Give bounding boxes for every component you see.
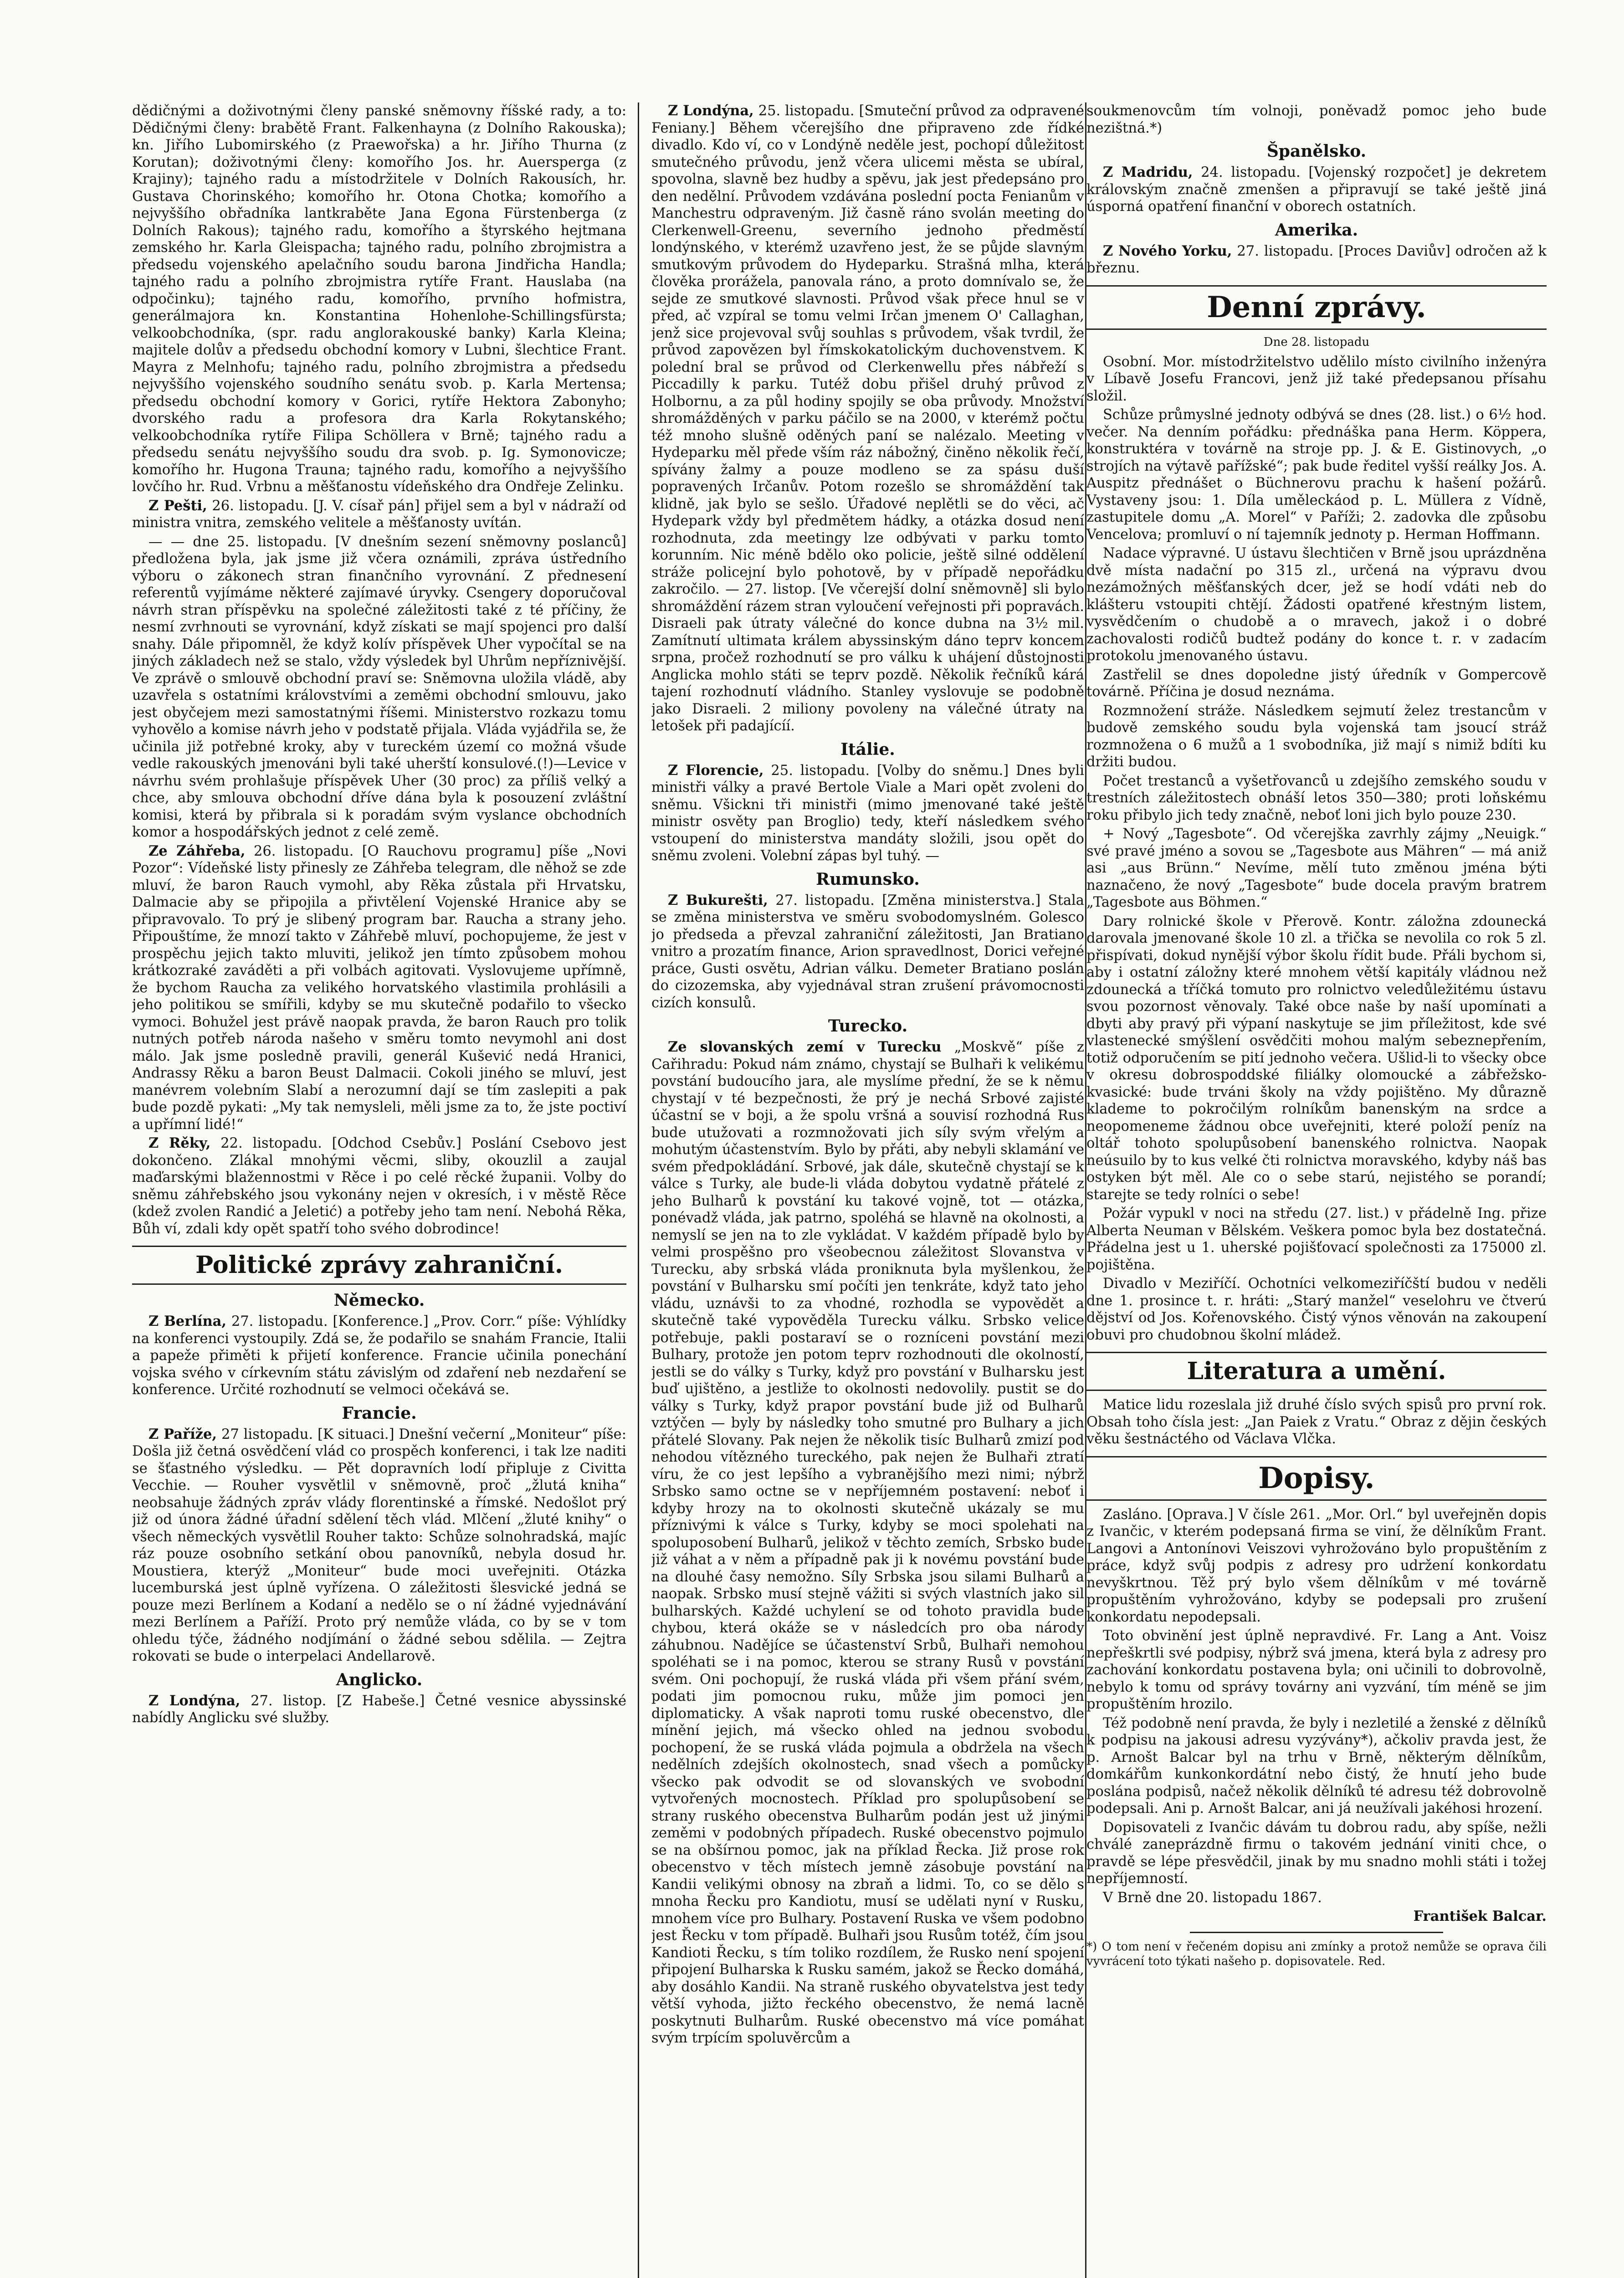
news-prisoners: Počet trestanců a vyšetřovanců u zdejšího zemského soudu v trestních záležitostech obnáší letos 350—380; proti loňskému roku přibylo jich tedy značně, neboť loni jich bylo pouze 230. bbox=[1086, 773, 1547, 823]
heading-turkey: Turecko. bbox=[828, 1016, 908, 1036]
article-bucharest-text: 27. listopadu. [Změna ministerstva.] Stala se změna ministerstva ve směru svobodomyslném. Golesco jo předseda a převzal zahraniční záležitosti, Jan Bratiano vnitro a prozatím finance, Arion spravedlnost, Dorici veřejné práce, Gusti osvětu, Adrian válku. Demeter Bratiano poslán do cizozemska, aby vyjednával stran zrušení právomocnosti cizích konsulů. bbox=[651, 892, 1084, 1011]
article-new-york bbox=[1086, 243, 1547, 277]
article-london-1 bbox=[132, 1693, 626, 1727]
article-london-1-text: 27. listop. [Z Habeše.] Četné vesnice abyssinské nabídly Anglicku své služby. bbox=[132, 1693, 626, 1726]
article-turkey bbox=[651, 1039, 1084, 2047]
dateline-bucharest: Z Bukurešti, bbox=[668, 892, 768, 908]
heading-spain: Španělsko. bbox=[1266, 142, 1367, 161]
article-paris-text: 27 listopadu. [K situaci.] Dnešní večerní „Moniteur“ píše: Došla již četná osvědčení vlád co prospěch konferenci, i tak lze naditi se šťastného výsledku. — Pět dopravních lodí připluje z Civitta Vecchie. — Rouher vysvětlil v sněmovně, proč „žlutá kniha“ neobsahuje žádných zpráv vlády florentinské a římské. Nedošlot prý již od února žádné úřadní sdělení těch vlád. Mlčení „žluté knihy“ o všech německých vysvětlil Rouher takto: Schůze solnohradská, majíc ráz pouze osobního setkání obou panovníků, nebyla dosud hr. Moustiera, kterýž „Moniteur“ bude moci uveřejniti. Otázka lucemburská jest úplně vyřízena. O záležitosti šlesvické jedná se pouze mezi Berlínem a Kodaní a nedělo se o ní žádné vyjednávání mezi Berlínem a Paříží. Proto prý nemůže vláda, co by se v tom ohledu týče, žádného nodjímání o žádné sebou sdělila. — Zejtra rokovati se bude o interpelaci Andellarově. bbox=[132, 1426, 626, 1664]
column-rule-1 bbox=[638, 103, 639, 2278]
news-foundation: Nadace výpravné. U ústavu šlechtičen v Brně jsou uprázdněna dvě místa nadační po 315 zl., určená na výpravu dvou nezámožných měšťanských dcer, jež se hodí vdáti neb do klášteru vstoupiti chtějí. Žádosti opatřené křestným listem, vysvědčením o chudobě a o mravech, jakož i o dobré zachovalosti rodičů budtež podány do konce t. r. v zadacím protokolu jmenovaného ústavu. bbox=[1086, 545, 1547, 664]
article-rijeka-text: 22. listopadu. [Odchod Csebův.] Poslání Csebovo jest dokončeno. Zlákal mnohými věcmi, sliby, okouzlil a zaujal maďarskými blažennostmi v Rěce i po celé rěcké županii. Volby do sněmu záhřebského jsou vykonány nejen v okresích, i v městě Rěce (kdež zvolen Randić a Jeletić) a potřeby jeho tam není. Nebohá Rěka, Bůh ví, zdali kdy opět spatří toho svého dobrodince! bbox=[132, 1135, 626, 1237]
article-london-2 bbox=[651, 103, 1084, 735]
article-turkey-continued: soukmenovcům tím volnoji, poněvadž pomoc jeho bude nezištná.*) bbox=[1086, 103, 1547, 136]
article-london-2-text: 25. listopadu. [Smuteční průvod za odpravené Feniany.] Během včerejšího dne připraveno zde řídké divadlo. Kdo ví, co v Londýně neděle jest, pochopí důležitost smutečného průvodu, jenž včera ulicemi města se ubíral, spovolna, slavně bez hudby a spěvu, jak jest předepsáno pro den nedělní. Průvodem vzdávána poslední pocta Fenianům v Manchestru odpraveným. Již časně ráno svolán meeting do Clerkenwell-Greenu, severního jednoho předměstí londýnského, v kterémž uzavřeno jest, že se půjde slavným smutkovým průvodem do Hydeparku. Strašná mlha, která člověka prorážela, panovala ráno, a proto domnívalo se, že sejde ze smutkové slavnosti. Průvod však přece hnul se v před, ač vzpíral se tomu velmi Irčan jmenem O' Callaghan, jenž sice projevoval svůj souhlas s průvodem, však tvrdil, že průvod zapovězen byl římskokatolickým duchovenstvem. K polední bral se průvod od Clerkenwellu přes nábřeží s Piccadilly k parku. Tutéž dobu přišel druhý průvod z Holbornu, a za půl hodiny spojily se oba průvody. Množství shromážděných v parku páčilo se na 2000, v kterémž počtu též mnoho slušně oděných paní se nalézalo. Meeting v Hydeparku měl přede vším ráz nábožný, činěno několik řečí, spívány žalmy a pouze modleno se za spásu duší popravených Irčanův. Potom rozešlo se shromáždění tak klidně, jak bylo se sešlo. Úřadové neplětli se do věci, ač Hydepark vždy byl předmětem hádky, a otázka dosud není rozhodnuta, zda meetingy lze odbývati v parku tomto korunním. Nic méně bdělo oko policie, ještě silné oddělení stráže policejní bylo pohotově, by v případě nepořádku zakročilo. — 27. listop. [Ve včerejší dolní sněmovně] sli bylo shromáždění rázem stran vyloučení veřejnosti při popravách. Disraeli pak útraty válečné do konce dubna na 3½ mil. Zamítnutí ultimata králem abyssinským dáno teprv koncem srpna, pročež rozhodnutí se pro válku k uhájení důstojnosti Anglicka mohlo státi se teprv pozdě. Několik řečníků kárá tajení rozhodnutí vládního. Stanley vyslovuje se podobně jako Disraeli. 2 miliony povoleny na válečné útraty na letošek při padajícíí. bbox=[651, 103, 1084, 734]
article-florence bbox=[651, 762, 1084, 865]
footnote: *) O tom není v řečeném dopisu ani zmínky a protož nemůže se oprava čili vyvrácení toto týkati našeho p. dopisovatele. Red. bbox=[1086, 1939, 1547, 1968]
dateline-london-2: Z Londýna, bbox=[668, 103, 754, 119]
dateline-zagreb: Ze Záhřeba, bbox=[149, 842, 246, 859]
article-paris bbox=[132, 1426, 626, 1665]
news-suicide: Zastřelil se dnes dopoledne jistý úředník v Gompercově továrně. Příčina je dosud neznáma. bbox=[1086, 667, 1547, 700]
news-fire: Požár vypukl v noci na středu (27. list.) v přádelně Ing. přize Alberta Neuman v Bělském. Veškera pomoc byla bez dostatečná. Přádelna jest u 1. uherské pojišťovací společnosti za 175000 zl. pojištěna. bbox=[1086, 1206, 1547, 1273]
section-daily-news: Denní zprávy. bbox=[1086, 285, 1547, 330]
article-berlin-text: 27. listopadu. [Konference.] „Prov. Corr.“ píše: Výhlídky na konferenci vystoupily. Zdá se, že podařilo se snahám Francie, Italii a papeže přiměti k přijetí konference. Francie učinila ponechání vojska svého v církevním státu závislým od zdaření neb nezdaření se konference. Určité rozhodnutí se velmoci očekává se. bbox=[132, 1313, 626, 1398]
dateline-turkey: Ze slovanských zemí v Turecku bbox=[668, 1039, 942, 1055]
section-foreign-politics: Politické zprávy zahraniční. bbox=[132, 1246, 626, 1285]
dateline-new-york: Z Nového Yorku, bbox=[1103, 242, 1232, 259]
footnote-rule bbox=[1190, 1932, 1443, 1933]
column-right bbox=[1086, 103, 1547, 2278]
section-literature: Literatura a umění. bbox=[1086, 1352, 1547, 1391]
letter-correction: Zasláno. [Oprava.] V čísle 261. „Mor. Orl.“ byl uveřejněn dopis z Ivančic, v kterém podepsaná firma se viní, že dělníkům Frant. Langovi a Antonínovi Veiszovi vyhrožováno bylo propuštěním z práce, když svůj podpis z adresy pro udržení konkordatu nevyškrtnou. Těž prý bylo všem dělníkům v mé továrně propuštěním vyhrožováno, kdyby se podepsali pro zrušení konkordatu nepodepsali. bbox=[1086, 1506, 1547, 1625]
heading-england: Anglicko. bbox=[336, 1670, 423, 1689]
news-guard: Rozmnožení stráže. Následkem sejmutí želez trestancům v budově zemského soudu byla vojenská tam jsoucí stráž rozmnožena o 6 mužů a 1 svobodníka, již mají s nimiž bdíti ku držiti budou. bbox=[1086, 703, 1547, 770]
article-berlin bbox=[132, 1313, 626, 1399]
article-senate-appointments: dědičnými a doživotnými členy panské sněmovny říšské rady, a to: Dědičnými členy: brabětě Frant. Falkenhayna (z Dolního Rakouska); kn. Jiřího Lubomirského (z Praewořska) a hr. Jiřího Thurna (z Korutan); doživotnými členy: komořího Jos. hr. Auersperga (z Krajiny); tajného radu a místodržitele v Dolních Rakousích, hr. Gustava Chorinského; komořího hr. Otona Chotka; komořího a nejvyššího obřadníka lantkraběte Jana Egona Fürstenberga (z Dolních Rakous); tajného radu, komořího a štyrského hejtmana zemského hr. Karla Gleispacha; tajného radu, polního zbrojmistra a předsedu vojenského apelačního soudu barona Jindřicha Handla; tajného radu a polního zbrojmistra rytíře Frant. Hauslaba (na odpočinku); tajného radu, komořího, prvního hofmistra, generálmajora kn. Konstantina Hohenlohe-Schillingsfürsta; velkoobchodníka, (spr. radu anglorakouské banky) Karla Kleina; majitele dolův a předsedu obchodní komory v Lubni, šlechtice Frant. Mayra z Melnhofu; tajného radu, polního zbrojmistra a předsedu nejvyššího vojenského soudního senátu svob. p. Karla Mertensa; předsedu obchodní komory v Gorici, rytíře Hektora Zabonyho; dvorského radu a profesora dra Karla Rokytanského; velkoobchodníka rytíře Filipa Schöllera v Brně; tajného radu a předsedu senátu nejvyššího soudu dra svob. p. Ig. Symonovicze; komořího hr. Hugona Trauna; tajného radu, komořího a nejvyššího lovčího hr. Rud. Vrbnu a měšťanostu vídeňského dra Ondřeje Zelinku. bbox=[132, 103, 626, 495]
daily-news-date: Dne 28. listopadu bbox=[1263, 335, 1370, 349]
article-zagreb-text: 26. listopadu. [O Rauchovu programu] píše „Novi Pozor“: Vídeňské listy přinesly ze Záhřeba telegram, dle něhož se zde mluví, že baron Rauch vymohl, aby Rěka zůstala při Hrvatsku, Dalmacie aby se připojila a přivtělení Vojenské Hranice aby se připravovalo. To prý je slibený program bar. Raucha a strany jeho. Připouštíme, že mnozí takto v Záhřebě mluví, pochopujeme, že jest v prospěchu jejich takto mluviti, jelikož jen tímto způsobem mohou krátkozraké zaváděti a při volbách agitovati. Vyslovujeme upřímně, že bychom Raucha za velikého horvatského vlastimila prohlásili a jeho politikou se smířili, kdyby se mu skutečně podařilo to všecko vymoci. Bohužel jest právě naopak pravda, že baron Rauch pro tolik nutných potřeb národa našeho v směru tomto nevymohl ani dost málo. Jak jsme posledně pravili, generál Kušević nedá Hranici, Andrassy Rěku a baron Beust Dalmacii. Cokoli jiného se mluví, jest manévrem volebním Slabí a nerozumní dají se tím zaslepiti a pak bude pozdě pykati: „My tak nemysleli, měli jsme za to, že jste poctiví a upřímní lidé!“ bbox=[132, 843, 626, 1133]
article-madrid bbox=[1086, 164, 1547, 215]
heading-france: Francie. bbox=[342, 1403, 417, 1423]
dateline-paris: Z Paříže, bbox=[149, 1426, 217, 1442]
article-madrid-text: 24. listopadu. [Vojenský rozpočet] je dekretem královským značně zmenšen a připravují se také ještě jiná úsporná opatření finanční v oborech ostatních. bbox=[1086, 164, 1547, 215]
news-theatre: Divadlo v Meziříčí. Ochotníci velkomeziříčští budou v neděli dne 1. prosince t. r. hráti: „Starý manžel“ veselohru ve čtverú dějství od Jos. Kořenovského. Čistý výnos věnován na zakoupení obuvi pro chudobnou školní mládež. bbox=[1086, 1276, 1547, 1343]
article-pest-diet-text: předložena byla, jak jsme již včera oznámili, zpráva ústředního výboru o zákonech stran finančního vyrovnání. Z přednesení referentů vyjímáme některé zajímavé úryvky. Csengery doporučoval návrh stran příspěvku na společné záležitosti také z té příčiny, že nesmí zvrhnouti se vyrovnání, když získati se mají spojenci pro další snahy. Dále připomněl, že když kolív příspěvek Uher vypočítal se na jiných základech než se stalo, vždy výsledek byl Uhrům nepříznivější. Ve zprávě o smlouvě obchodní praví se: Sněmovna uložila vládě, aby uzavřela s ostatními královstvími a zeměmi obchodní smlouvu, jako jest obyčejem mezi samostatnými říšemi. Ministerstvo rozkazu tomu vyhovělo a komise návrh jeho v podstatě přijala. Vláda vyjádřila se, že učinila již potřebné kroky, aby v tureckém území co možná všude vedle rakouských jmenováni byli také uherští konsulové.(!)—Levice v návrhu svém prohlašuje příspěvek Uher (30 proc) za příliš velký a chce, aby smlouva obchodní dříve dána byla k posouzení zvláštní komisi, která by přibrala si k poradám svým vyslance obchodních komor a hospodářských jednot z celé země. bbox=[132, 551, 626, 840]
letter-date: V Brně dne 20. listopadu 1867. bbox=[1103, 1889, 1322, 1906]
news-personal: Osobní. Mor. místodržitelstvo udělilo místo civilního inženýra v Líbavě Josefu Francovi, jenž již také předepsanou přísahu složil. bbox=[1086, 354, 1547, 404]
section-letters: Dopisy. bbox=[1086, 1456, 1547, 1501]
letter-p3: Též podobně není pravda, že byly i nezletilé a ženské z dělníků k podpisu na jakousi adresu vyzývány*), ačkoliv pravda jest, že p. Arnošt Balcar byl na trhu v Brně, některým dělníkům, domkářům kunkonkordátní nebo čistý, že hnutí jeho bude poslána podpisů, načež několik dělníků té adresu též dobrovolně podepsali. Ani p. Arnošt Balcar, ani já neužívali jakéhosi hrození. bbox=[1086, 1715, 1547, 1816]
dateline-pest-diet: — — dne 25. listopadu. [V dnešním sezení sněmovny poslanců] bbox=[149, 534, 626, 550]
article-pest-diet bbox=[132, 534, 626, 841]
article-pest-text: 26. listopadu. [J. V. císař pán] přijel sem a byl v nádraží od ministra vnitra, zemského velitele a měšťanosty uvítán. bbox=[132, 498, 626, 531]
column-left bbox=[132, 103, 626, 2278]
heading-germany: Německo. bbox=[333, 1291, 425, 1310]
news-matice: Matice lidu rozeslala již druhé číslo svých spisů pro první rok. Obsah toho čísla jest: „Jan Paiek z Vratu.“ Obraz z dějin českých věku šestnáctého od Václava Vlčka. bbox=[1086, 1397, 1547, 1447]
article-florence-text: 25. listopadu. [Volby do sněmu.] Dnes byli ministři války a pravé Bertole Viale a Mari opět zvoleni do sněmu. Všickni tři ministři (mimo jmenované také ještě ministr osvěty pan Broglio) tedy, kteří následkem svého vstoupení do ministerstva mandáty složili, jsou opět do sněmu zvoleni. Volební zápas byl tuhý. — bbox=[651, 762, 1084, 864]
news-industrial-union: Schůze průmyslné jednoty odbývá se dnes (28. list.) o 6½ hod. večer. Na denním pořádku: přednáška pana Herm. Köppera, konstruktéra v továrně na stroje pp. J. & E. Gistinovych, „o strojích na výtavě pařížské“; pak bude ředitel vyšší reálky Jos. A. Auspitz přednášet o Büchnerovu prachu k hašení požárů. Vystaveny jsou: 1. Díla uměleckáod p. L. Müllera z Vídně, zastupitele domu „A. Morel“ v Paříži; 2. zadovka dle způsobu Vencelova; promluví o ní tajemník jednoty p. Herman Hoffmann. bbox=[1086, 407, 1547, 543]
dateline-florence: Z Florencie, bbox=[668, 762, 764, 779]
article-zagreb bbox=[132, 843, 626, 1134]
dateline-pest: Z Pešti, bbox=[149, 497, 207, 514]
heading-italy: Itálie. bbox=[840, 739, 895, 759]
news-agri-school: Dary rolnické škole v Přerově. Kontr. záložna zdounecká darovala jmenované škole 10 zl. a třička se nevolila co rok 5 zl. přispívati, dokud nynější výbor školu řídit bude. Přáli bychom si, aby i ostatní záložny které mnohem větší kapitály vládnou než zdounecká a tříčká tomuto pro rolnictvo veledůležitému ústavu svou pozornost věnovaly. Také obce naše by naší upomínati a dbyti aby pravý při výpaní naskytuje se jim příležitost, kde své vlastenecké smýšlení osvědčiti mohou malým sebeznepřením, totiž odporučením se pití jednoho večera. Ušlid-li to všecky obce v okresu dobrospoddské filiálky olomoucké a zábřežsko-kvasické: bude trváni školy na vždy pojištěno. My důrazně klademe to pokročilým rolníkům banenským na srdce a neopomeneme žádnou obce uveřejniti, které položí peníz na oltář tohoto spolupůsobení banenského rolnictva. Naopak neúsuilo by to kus velké čti rolnictva moravského, kdyby náš bas ostyken být měl. Ale co o sebe starú, nejistého se porandí; starejte se tedy rolníci o sebe! bbox=[1086, 913, 1547, 1203]
letter-p2: Toto obvinění jest úplně nepravdivé. Fr. Lang a Ant. Voisz nepřeškrtli své podpisy, nýbrž svá jmena, která byla z adresy pro zachování konkordatu postavena byla; oni učinili to dobrovolně, nebylo k tomu od správy továrny ani vyzvání, tím méně se jim propuštěním hrozilo. bbox=[1086, 1628, 1547, 1712]
dateline-rijeka: Z Rěky, bbox=[149, 1135, 211, 1151]
dateline-london-1: Z Londýna, bbox=[149, 1692, 241, 1709]
article-turkey-text: „Moskvě“ píše z Cařihradu: Pokud nám známo, chystají se Bulhaři k velikému povstání budoucího jara, ale myslíme přední, že se k němu chystají v té bezpečnosti, že prý je nechá Srbové zajisté účastní se v boji, a že spolu vršná a souvisí rozhodná Rus bude utužovati a rozmnožovati jich síly svým vřelým a mohutým účastenstvím. Bylo by přáti, aby nebyli sklamání ve svém předpokládání. Srbové, jak dále, skutečně chystají se k válce s Turky, ale bude-li vláda dobytou vydatně přátelé z jeho Bulharů k povstání ku takové vojně, tot — otázka, ponévadž vláda, jak patrno, spoléhá se hlavně na okolnosti, a nemyslí se jen na to zle vykládat. V každém případě bylo by velmi prospěšno pro všeobecnou záležitost Slovanstva v Turecku, aby srbská vláda proniknuta byla myšlenkou, že povstání v Bulharsku smí počíti jen tenkráte, když tato jeho vládu, uznávši to za vhodné, rozhodla se vypovědět a skutečně také vypověděla Turecku válku. Srbsko velice potřebuje, pakli postaraví se o rozníceni povstání mezi Bulhary, protože jen potom teprv rozhodnouti dle okolností, jestli se do války s Turky, když pro povstání v Bulharsku jest buď ujištěno, a jestliže to okolnosti nedovolily. pustit se do války s Turky, když prapor povstání bude již od Bulharů vztýčen — byly by následky toho smutné pro Bulhary a jich přátelé Slovany. Pak nejen že několik tisíc Bulharů zmizí pod nehodou vítězného tureckého, pak nejen že Bulhaři ztratí víru, že co jest lepšího a vybranějšího mezi nimi; nýbrž Srbsko samo octne se v nepříjemném postavení: neboť i kdyby hrozy na to okolnosti skutečně ukázaly se mu příznivými k válce s Turky, kdyby se moci spolehati na spoluposobení Bulharů, jelikož v těchto zemích, Srbsko bude již váhat a v něm a případně pak ji k novému povstání bude na dlouhé časy nemožno. Síly Srbska jsou silami Bulharů a naopak. Srbsko musí stejně vážiti si svých vlastních jako sil bulharských. Každé uchylení se od tohoto pravidla bude chybou, která okáže se v následcích pro oba národy záhubnou. Nadějíce se účastenství Srbů, Bulhaři nemohou spoléhati se i na pomoc, kterou se strany Rusů v povstání svém. Oni pochopují, že ruská vláda při všem přání svém, podati jim pomocnou ruku, může jim pomoci jen diplomaticky. A však naproti tomu ruské obecenstvo, dle mínění jejich, má všecko ohled na jednou svobodu pochopení, že se ruská vláda pojmula a obdržela na všech nedělních zdejších okolnostech, snad všech a pomůcky všecko pak odvodit se od slovanských ve svobodní vytvořených mocnostech. Příklad pro spolupůsobení se strany ruského obecenstva Bulharům podán jest už jinými zeměmi v podobných případech. Ruské obecenstvo pojmulo se na obšírnou pomoc, jak na příklad Řecka. Již prose rok obecenstvo v těch místech jemně zásobuje povstání na Kandii velikými obnosy na zbraň a lidmi. To, co se dělo s mnoha Řecku pro Kandiotu, musí se udělati nyní v Rusku, mnohem více pro Bulhary. Postavení Ruska ve všem podobno jest Řecku v tom případě. Bulhaři jsou Rusům totéž, čím jsou Kandioti Řecku, s tím toliko rozdílem, že Rusko není spojení připojení Bulharska k Rusku samém, jakož se Řecko domáhá, aby dosáhlo Kandii. Na straně ruského obyvatelstva jest tedy větší vyhoda, jižto řeckého obecenstvo, že nemá lacně poskytnuti Bulharům. Ruské obecenstvo má více pomáhat svým trpícím spoluvěrcům a bbox=[651, 1039, 1084, 2046]
article-new-york-text: 27. listopadu. [Proces Daviův] odročen až k březnu. bbox=[1086, 243, 1547, 276]
article-bucharest bbox=[651, 892, 1084, 1012]
article-pest bbox=[132, 498, 626, 532]
news-tagesbote: + Nový „Tagesbote“. Od včerejška zavrhly zájmy „Neuigk.“ své pravé jméno a sovou se „Tagesbote aus Mähren“ — má aniž asi „aus Brünn.“ Nevíme, mělí tuto změnou jména býti naznačeno, že nový „Tagesbote“ bude docela pravým bratrem „Tagesbote aus Böhmen.“ bbox=[1086, 826, 1547, 910]
heading-romania: Rumunsko. bbox=[816, 869, 920, 889]
column-middle bbox=[651, 103, 1084, 2278]
heading-america: Amerika. bbox=[1275, 220, 1358, 240]
letter-signature: František Balcar. bbox=[1413, 1908, 1547, 1924]
dateline-berlin: Z Berlína, bbox=[149, 1313, 227, 1329]
article-rijeka bbox=[132, 1135, 626, 1237]
dateline-madrid: Z Madridu, bbox=[1103, 164, 1193, 180]
letter-p4: Dopisovateli z Ivančic dávám tu dobrou radu, aby spíše, nežli chválé zaneprázdně firmu o takovém jednání viniti chce, o pravdě se lépe přesvědčil, jinak by mu snadno mohli státi i tožej nepříjemností. bbox=[1086, 1819, 1547, 1887]
